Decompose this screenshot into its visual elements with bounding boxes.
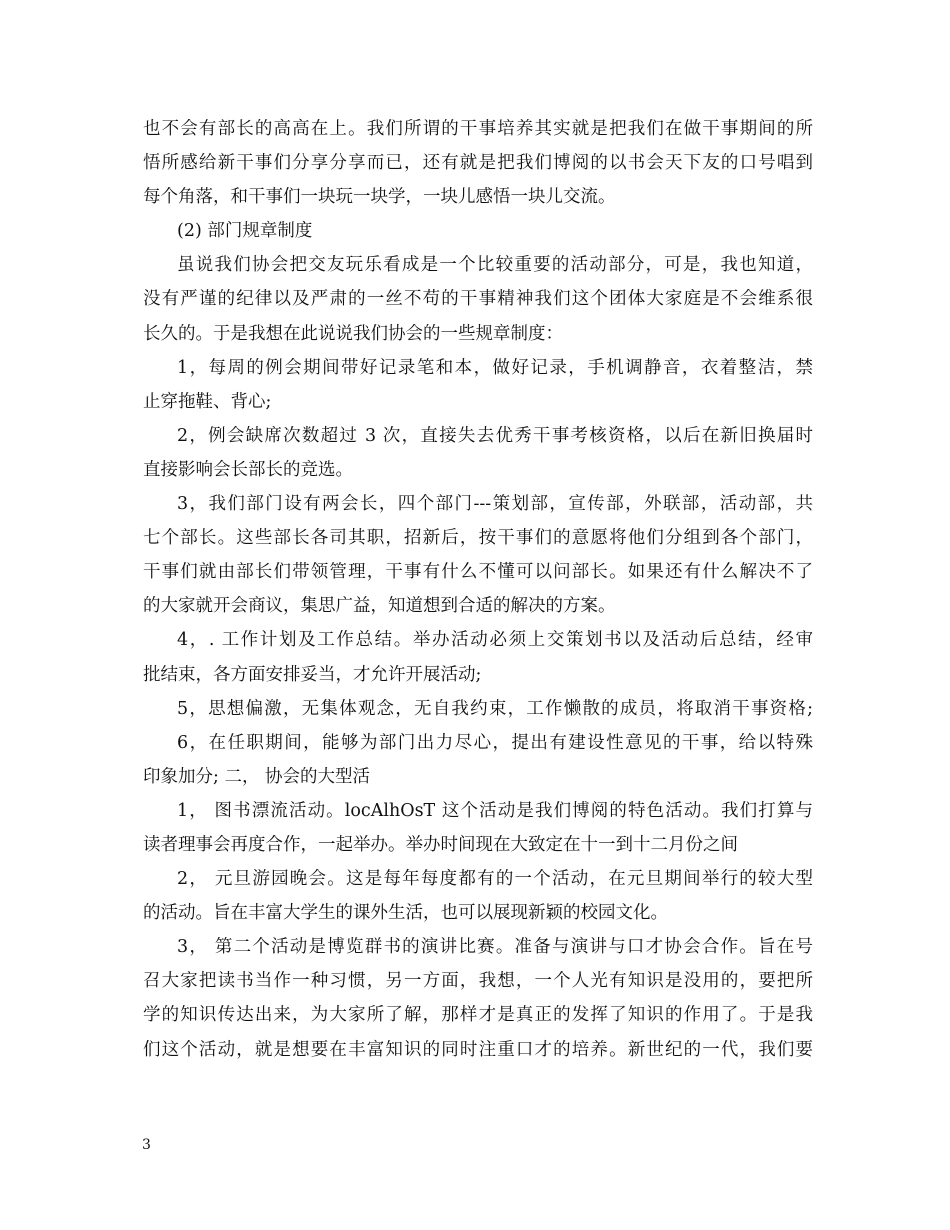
text-line: 5，思想偏激，无集体观念，无自我约束，工作懒散的成员，将取消干事资格; [177,698,813,719]
text-line: 也不会有部长的高高在上。我们所谓的干事培养其实就是把我们在做干事期间的所 [143,119,813,139]
text-line: 没有严谨的纪律以及严肃的一丝不苟的干事精神我们这个团体大家庭是不会维系很 [143,289,813,310]
text-line: 七个部长。这些部长各司其职，招新后，按干事们的意愿将他们分组到各个部门， [143,528,813,549]
page-number: 3 [142,1137,151,1153]
text-line: 的活动。旨在丰富大学生的课外生活，也可以展现新颖的校园文化。 [143,903,668,924]
text-line: 3，我们部门设有两会长，四个部门---策划部，宣传部，外联部，活动部，共 [177,494,813,515]
text-line: 6，在任职期间，能够为部门出力尽心，提出有建设性意见的干事，给以特殊 [177,732,813,753]
text-line: 们这个活动，就是想要在丰富知识的同时注重口才的培养。新世纪的一代，我们要 [143,1039,813,1060]
text-line: 虽说我们协会把交友玩乐看成是一个比较重要的活动部分，可是，我也知道， [177,255,813,276]
text-line: 的大家就开会商议，集思广益，知道想到合适的解决的方案。 [143,596,616,617]
text-line: 1，每周的例会期间带好记录笔和本，做好记录，手机调静音，衣着整洁，禁 [177,357,813,378]
text-line: (2) 部门规章制度 [177,221,313,242]
text-line: 直接影响会长部长的竞选。 [143,459,353,480]
text-line: 1， 图书漂流活动。locAlhOsT 这个活动是我们博阅的特色活动。我们打算与 [177,800,813,821]
text-line: 4，. 工作计划及工作总结。举办活动必须上交策划书以及活动后总结，经审 [177,630,813,651]
text-line: 读者理事会再度合作，一起举办。举办时间现在大致定在十一到十二月份之间 [143,834,738,855]
text-line: 长久的。于是我想在此说说我们协会的一些规章制度： [143,323,563,344]
text-line: 印象加分; 二， 协会的大型活 [143,766,371,787]
text-line: 2， 元旦游园晚会。这是每年每度都有的一个活动，在元旦期间举行的较大型 [177,869,813,890]
text-line: 止穿拖鞋、背心; [143,391,272,412]
text-line: 批结束，各方面安排妥当，才允许开展活动; [143,664,482,685]
text-line: 干事们就由部长们带领管理，干事有什么不懂可以问部长。如果还有什么解决不了 [143,562,813,583]
text-line: 3， 第二个活动是博览群书的演讲比赛。准备与演讲与口才协会合作。旨在号 [177,937,813,958]
text-line: 2，例会缺席次数超过 3 次，直接失去优秀干事考核资格，以后在新旧换届时 [177,425,813,446]
text-line: 召大家把读书当作一种习惯，另一方面，我想，一个人光有知识是没用的，要把所 [143,971,813,992]
body-text [143,112,813,1067]
text-line: 每个角落，和干事们一块玩一块学，一块儿感悟一块儿交流。 [143,187,616,208]
text-line: 悟所感给新干事们分享分享而已，还有就是把我们博阅的以书会天下友的口号唱到 [143,153,813,174]
text-line: 学的知识传达出来，为大家所了解，那样才是真正的发挥了知识的作用了。于是我 [143,1005,813,1026]
